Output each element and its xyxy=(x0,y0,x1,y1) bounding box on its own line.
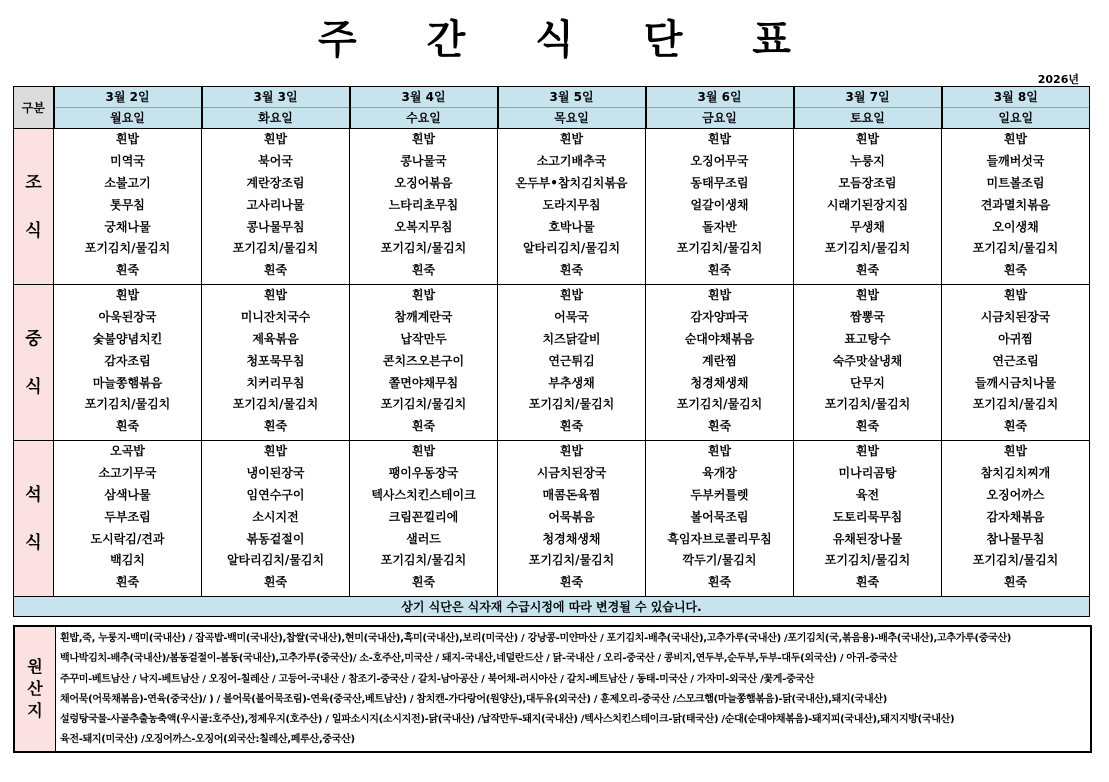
dish-item: 포기김치/물김치 xyxy=(972,553,1059,568)
dish-item: 궁채나물 xyxy=(104,219,151,234)
dish-item: 오징어무국 xyxy=(690,153,749,168)
dish-item: 흰죽 xyxy=(263,263,288,278)
dish-item: 마늘쫑햄볶음 xyxy=(92,375,163,390)
meal-label xyxy=(14,285,54,441)
dish-item: 도시락김/견과 xyxy=(90,531,165,546)
menu-cell xyxy=(202,441,350,597)
dish-item: 부추생채 xyxy=(548,375,595,390)
dish-item: 흰죽 xyxy=(707,419,732,434)
origin-line: 육전-돼지(미국산) /오징어까스-오징어(외국산:칠레산,페루산,중국산) xyxy=(60,734,355,746)
day-header xyxy=(54,87,202,129)
dish-item: 흰죽 xyxy=(115,575,140,590)
meal-label-char: 식 xyxy=(25,532,42,553)
dish-item: 매콤돈육찜 xyxy=(542,487,601,502)
menu-cell xyxy=(646,285,794,441)
origin-line: 설렁탕국물-사골추출농축액(우시골:호주산),정제우지(호주산) / 일파소시지(소시지전)-닭(국내산) /납작만두-돼지(국내산) /텍사스치킨스테이크-닭(태국산) /순대(순대야채볶음)-돼지피(국내산),돼지지방(국내산) xyxy=(60,714,955,726)
dish-item: 참치김치찌개 xyxy=(980,465,1051,480)
dish-item: 흰밥 xyxy=(559,132,584,146)
dish-item: 포기김치/물김치 xyxy=(824,553,911,568)
dish-item: 흰죽 xyxy=(115,419,140,434)
dish-item: 팽이우동장국 xyxy=(388,465,459,480)
day-weekday: 금요일 xyxy=(702,111,737,125)
dish-item: 소시지전 xyxy=(252,509,299,524)
dish-item: 청경채생채 xyxy=(542,531,601,546)
menu-cell xyxy=(794,441,942,597)
day-date: 3월 4일 xyxy=(351,87,497,108)
menu-cell xyxy=(350,129,498,285)
dish-item: 흰죽 xyxy=(855,419,880,434)
dish-item: 흰밥 xyxy=(1003,132,1028,146)
dish-item: 흰밥 xyxy=(411,288,436,302)
dish-item: 흰밥 xyxy=(263,444,288,458)
dish-item: 볶동겉절이 xyxy=(246,531,305,546)
day-weekday: 목요일 xyxy=(554,111,589,125)
menu-cell xyxy=(54,285,202,441)
dish-item: 납작만두 xyxy=(400,331,447,346)
day-weekday: 수요일 xyxy=(406,111,441,125)
dish-item: 흰죽 xyxy=(855,263,880,278)
dish-item: 소고기배추국 xyxy=(536,153,607,168)
dish-item: 크림꼰낄리에 xyxy=(388,509,459,524)
dish-item: 두부조림 xyxy=(104,509,151,524)
dish-item: 포기김치/물김치 xyxy=(972,397,1059,412)
dish-item: 포기김치/물김치 xyxy=(380,241,467,256)
dish-item: 참깨계란국 xyxy=(394,309,453,324)
menu-cell xyxy=(646,441,794,597)
dish-item: 감자조림 xyxy=(104,353,151,368)
dish-item: 참나물무침 xyxy=(986,531,1045,546)
dish-item: 도라지무침 xyxy=(542,197,601,212)
dish-item: 무생채 xyxy=(850,219,885,234)
dish-item: 포기김치/물김치 xyxy=(84,241,171,256)
dish-item: 알타리김치/물김치 xyxy=(522,241,621,256)
meal-label-char: 조 xyxy=(25,172,42,193)
dish-item: 감자채볶음 xyxy=(986,509,1045,524)
dish-item: 들깨버섯국 xyxy=(986,153,1045,168)
dish-item: 미트볼조림 xyxy=(986,175,1045,190)
dish-item: 들깨시금치나물 xyxy=(974,375,1057,390)
dish-item: 흰밥 xyxy=(115,132,140,146)
weekly-menu-table xyxy=(13,86,1090,617)
dish-item: 청경채생채 xyxy=(690,375,749,390)
menu-cell xyxy=(942,129,1090,285)
dish-item: 흰죽 xyxy=(1003,263,1028,278)
dish-item: 호박나물 xyxy=(548,219,595,234)
dish-item: 표고탕수 xyxy=(844,331,891,346)
notice-row xyxy=(14,597,1090,617)
dish-item: 얼갈이생채 xyxy=(690,197,749,212)
dish-item: 짬뽕국 xyxy=(850,309,885,324)
notice-text: 상기 식단은 식자재 수급시정에 따라 변경될 수 있습니다. xyxy=(14,597,1090,617)
dish-item: 포기김치/물김치 xyxy=(232,397,319,412)
dish-item: 흰죽 xyxy=(1003,419,1028,434)
menu-cell xyxy=(202,285,350,441)
dish-item: 아욱된장국 xyxy=(98,309,157,324)
dish-item: 흰죽 xyxy=(411,419,436,434)
day-date: 3월 7일 xyxy=(795,87,941,108)
menu-cell xyxy=(794,285,942,441)
origin-label-char: 산 xyxy=(27,679,43,698)
menu-cell xyxy=(350,285,498,441)
dish-item: 연근조림 xyxy=(992,353,1039,368)
dish-item: 포기김치/물김치 xyxy=(528,553,615,568)
dish-item: 청포묵무침 xyxy=(246,353,305,368)
dish-item: 순대야채볶음 xyxy=(684,331,755,346)
dish-item: 시금치된장국 xyxy=(536,465,607,480)
dish-item: 동태무조림 xyxy=(690,175,749,190)
dish-item: 오징어볶음 xyxy=(394,175,453,190)
dish-item: 흰죽 xyxy=(263,419,288,434)
dish-item: 누룽지 xyxy=(850,153,885,168)
header-row xyxy=(14,87,1090,129)
dish-item: 오징어까스 xyxy=(986,487,1045,502)
meal-label-char: 식 xyxy=(25,220,42,241)
menu-cell xyxy=(54,129,202,285)
dish-item: 흰죽 xyxy=(411,263,436,278)
day-date: 3월 5일 xyxy=(499,87,645,108)
meal-row xyxy=(14,285,1090,441)
dish-item: 포기김치/물김치 xyxy=(676,397,763,412)
day-header xyxy=(794,87,942,129)
dish-item: 어묵국 xyxy=(554,309,589,324)
dish-item: 소고기무국 xyxy=(98,465,157,480)
meal-label-char: 석 xyxy=(25,484,42,505)
dish-item: 느타리초무침 xyxy=(388,197,459,212)
day-header xyxy=(942,87,1090,129)
dish-item: 흰죽 xyxy=(263,575,288,590)
menu-cell xyxy=(202,129,350,285)
menu-cell xyxy=(498,285,646,441)
day-weekday: 화요일 xyxy=(258,111,293,125)
meal-label-char: 식 xyxy=(25,376,42,397)
dish-item: 백김치 xyxy=(110,553,145,568)
origin-line: 흰밥,죽, 누룽지-백미(국내산) / 잡곡밥-백미(국내산),찹쌀(국내산),현미(국내산),흑미(국내산),보리(미국산) / 강낭콩-미얀마산 / 포기김치-배추(국내산),고추가루(국내산) /포기김치(국,볶음용)-배추(국내산),고추가루(중국산) xyxy=(60,633,1012,644)
dish-item: 계란장조림 xyxy=(246,175,305,190)
dish-item: 흰밥 xyxy=(1003,444,1028,458)
meal-label xyxy=(14,129,54,285)
day-weekday: 일요일 xyxy=(998,111,1034,125)
dish-item: 흰죽 xyxy=(559,263,584,278)
menu-cell xyxy=(350,441,498,597)
menu-cell xyxy=(942,441,1090,597)
dish-item: 흰밥 xyxy=(707,288,732,302)
menu-cell xyxy=(54,441,202,597)
dish-item: 육전 xyxy=(855,487,880,502)
day-weekday: 토요일 xyxy=(850,111,885,125)
dish-item: 콩나물국 xyxy=(400,153,447,168)
dish-item: 흰죽 xyxy=(559,575,584,590)
dish-item: 톳무침 xyxy=(110,197,145,212)
dish-item: 포기김치/물김치 xyxy=(528,397,615,412)
dish-item: 포기김치/물김치 xyxy=(380,553,467,568)
day-date: 3월 6일 xyxy=(647,87,793,108)
menu-cell xyxy=(646,129,794,285)
dish-item: 흰밥 xyxy=(855,444,880,458)
dish-item: 흰죽 xyxy=(411,575,436,590)
origin-label-char: 지 xyxy=(27,701,43,720)
dish-item: 도토리묵무침 xyxy=(832,509,903,524)
dish-item: 유채된장나물 xyxy=(832,531,903,546)
dish-item: 미니잔치국수 xyxy=(240,309,311,324)
dish-item: 포기김치/물김치 xyxy=(824,241,911,256)
dish-item: 육개장 xyxy=(702,465,737,480)
origin-line: 채어묵(어묵채볶음)-연육(중국산)/ ) / 볼어묵(볼어묵조림)-연육(중국산,베트남산) / 참치캔-가다랑어(원양산),대두유(외국산) / 훈제오리-중국산 /스모크햄(마늘쫑햄볶음)-닭(국내산),돼지(국내산) xyxy=(60,693,888,705)
dish-item: 흰밥 xyxy=(411,132,436,146)
menu-cell xyxy=(942,285,1090,441)
dish-item: 냉이된장국 xyxy=(246,465,305,480)
dish-item: 두부커틀렛 xyxy=(690,487,749,502)
dish-item: 흰밥 xyxy=(855,288,880,302)
dish-item: 흰죽 xyxy=(115,263,140,278)
dish-item: 치즈닭갈비 xyxy=(542,331,601,346)
dish-item: 포기김치/물김치 xyxy=(84,397,171,412)
dish-item: 흰밥 xyxy=(411,444,436,458)
dish-item: 단무지 xyxy=(850,375,885,390)
dish-item: 흰밥 xyxy=(1003,288,1028,302)
dish-item: 흰죽 xyxy=(707,575,732,590)
dish-item: 오복지무침 xyxy=(394,219,453,234)
dish-item: 미역국 xyxy=(110,153,145,168)
dish-item: 흰밥 xyxy=(115,288,140,302)
day-date: 3월 8일 xyxy=(943,87,1090,108)
day-header xyxy=(202,87,350,129)
dish-item: 흰밥 xyxy=(707,444,732,458)
menu-cell xyxy=(498,441,646,597)
dish-item: 포기김치/물김치 xyxy=(380,397,467,412)
dish-item: 흰죽 xyxy=(855,575,880,590)
meal-label-char: 중 xyxy=(25,328,42,349)
dish-item: 쫄면야채무침 xyxy=(388,375,459,390)
corner-label: 구분 xyxy=(14,87,54,129)
origin-label-char: 원 xyxy=(27,657,43,676)
origin-line: 백나박김치-배추(국내산)/봄동겉절이-봄동(국내산),고추가루(중국산)/ 소-호주산,미국산 / 돼지-국내산,네덜란드산 / 닭-국내산 / 오리-중국산 / 콩비지,연두부,순두부,두부-대두(외국산) / 아귀-중국산 xyxy=(60,653,898,665)
dish-item: 견과멸치볶음 xyxy=(980,197,1051,212)
day-date: 3월 3일 xyxy=(203,87,349,108)
dish-item: 흰죽 xyxy=(1003,575,1028,590)
dish-item: 흰밥 xyxy=(263,132,288,146)
origin-section xyxy=(13,625,1092,753)
dish-item: 온두부•참치김치볶음 xyxy=(515,175,628,190)
dish-item: 알타리김치/물김치 xyxy=(226,553,325,568)
dish-item: 삼색나물 xyxy=(104,487,151,502)
dish-item: 포기김치/물김치 xyxy=(232,241,319,256)
dish-item: 흰밥 xyxy=(855,132,880,146)
dish-item: 임연수구이 xyxy=(246,487,305,502)
day-header xyxy=(350,87,498,129)
dish-item: 흰죽 xyxy=(559,419,584,434)
dish-item: 텍사스치킨스테이크 xyxy=(371,487,476,502)
dish-item: 숙주맛살냉채 xyxy=(832,353,903,368)
dish-item: 모듬장조림 xyxy=(838,175,897,190)
dish-item: 어묵볶음 xyxy=(548,509,595,524)
dish-item: 제육볶음 xyxy=(252,331,299,346)
dish-item: 오이생채 xyxy=(992,219,1039,234)
origin-label xyxy=(15,627,56,751)
day-date: 3월 2일 xyxy=(55,87,201,108)
dish-item: 오곡밥 xyxy=(110,444,145,458)
menu-cell xyxy=(794,129,942,285)
day-header xyxy=(498,87,646,129)
dish-item: 계란찜 xyxy=(702,353,737,368)
day-weekday: 월요일 xyxy=(110,111,145,125)
dish-item: 흰밥 xyxy=(263,288,288,302)
dish-item: 치커리무침 xyxy=(246,375,305,390)
dish-item: 고사리나물 xyxy=(246,197,305,212)
meal-row xyxy=(14,129,1090,285)
dish-item: 시금치된장국 xyxy=(980,309,1051,324)
dish-item: 연근튀김 xyxy=(548,353,595,368)
dish-item: 감자양파국 xyxy=(690,309,749,324)
menu-cell xyxy=(498,129,646,285)
dish-item: 숯불양념치킨 xyxy=(92,331,163,346)
dish-item: 미나리곰탕 xyxy=(838,465,897,480)
meal-row xyxy=(14,441,1090,597)
dish-item: 볼어묵조림 xyxy=(690,509,749,524)
dish-item: 북어국 xyxy=(258,153,293,168)
dish-item: 샐러드 xyxy=(406,531,441,546)
dish-item: 아귀찜 xyxy=(998,331,1033,346)
dish-item: 흰밥 xyxy=(707,132,732,146)
dish-item: 포기김치/물김치 xyxy=(972,241,1059,256)
origin-line: 주꾸미-베트남산 / 낙지-베트남산 / 오징어-칠레산 / 고등어-국내산 / 참조기-중국산 / 갈치-남아공산 / 북어채-러시아산 / 갈치-베트남산 / 동태-미국산 / 가자미-외국산 /꽃게-중국산 xyxy=(60,673,815,685)
dish-item: 시래기된장지짐 xyxy=(826,197,909,212)
dish-item: 흰밥 xyxy=(559,444,584,458)
day-header xyxy=(646,87,794,129)
origin-text xyxy=(56,627,1090,751)
dish-item: 흑임자브로콜리무침 xyxy=(667,531,772,546)
dish-item: 돌자반 xyxy=(702,219,737,234)
year-label: 2026년 xyxy=(1037,73,1079,86)
dish-item: 콘치즈오븐구이 xyxy=(382,353,465,368)
dish-item: 흰밥 xyxy=(559,288,584,302)
dish-item: 포기김치/물김치 xyxy=(824,397,911,412)
dish-item: 깍두기/물김치 xyxy=(682,553,757,568)
meal-label xyxy=(14,441,54,597)
page-title: 주 간 식 단 표 xyxy=(318,17,819,63)
dish-item: 콩나물무침 xyxy=(246,219,305,234)
dish-item: 소불고기 xyxy=(104,175,151,190)
dish-item: 흰죽 xyxy=(707,263,732,278)
dish-item: 포기김치/물김치 xyxy=(676,241,763,256)
